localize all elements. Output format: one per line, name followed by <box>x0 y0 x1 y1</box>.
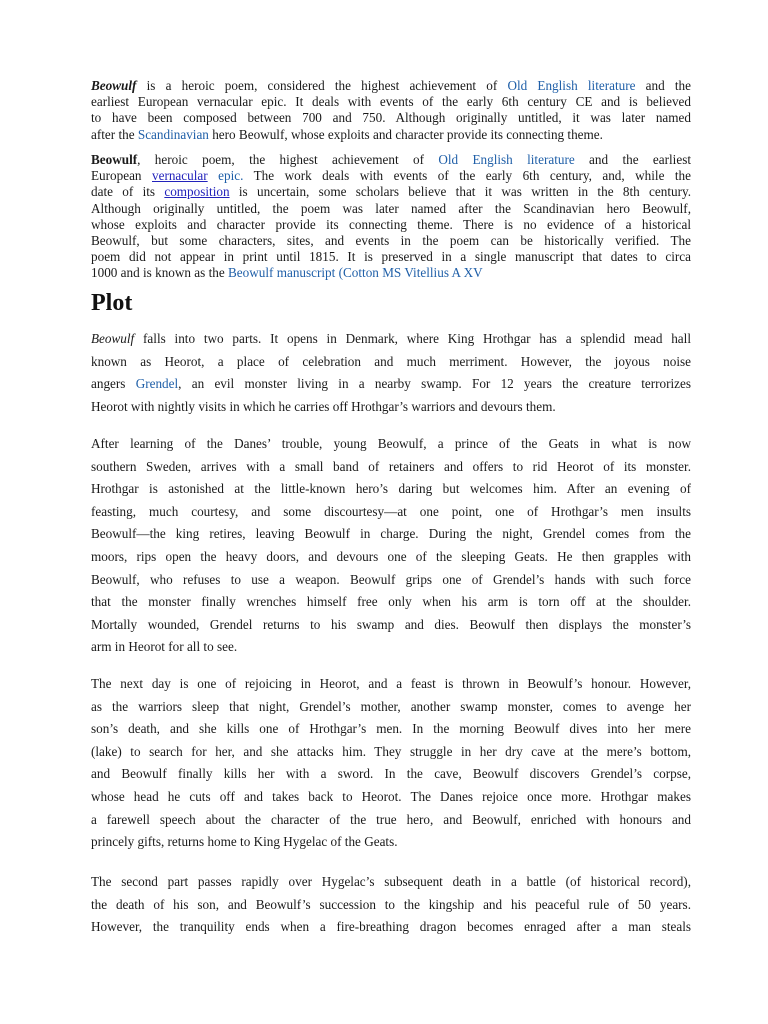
text-line: southern Sweden, arrives with a small band of retainers and offers to rid Heorot of its monster. <box>91 458 691 474</box>
link-vernacular[interactable]: vernacular <box>152 168 208 184</box>
text-line: a farewell speech about the character of the true hero, and Beowulf, enriched with honours and <box>91 811 691 827</box>
text-line: and Beowulf finally kills her with a sword. In the cave, Beowulf discovers Grendel’s corpse, <box>91 766 691 782</box>
link-grendel[interactable]: Grendel <box>135 376 179 392</box>
text-line: feasting, much courtesy, and some discourtesy—at one point, one of Hrothgar’s men insults <box>91 503 691 519</box>
text-line: after the Scandinavian hero Beowulf, whose exploits and character provide its connecting theme. <box>91 126 603 142</box>
text-line: to have been composed between 700 and 750. Although originally untitled, it was later named <box>91 110 691 126</box>
link-composition[interactable]: composition <box>164 184 230 200</box>
text-line: arm in Heorot for all to see. <box>91 639 238 655</box>
text-line: angers Grendel, an evil monster living in a nearby swamp. For 12 years the creature terrorizes <box>91 376 691 392</box>
plot-paragraph-3 <box>91 673 691 854</box>
text-line: (lake) to search for her, and she attacks him. They struggle in her dry cave at the mere’s bottom, <box>91 743 691 759</box>
text-line: poem did not appear in print until 1815. It is preserved in a single manuscript that dates to circa <box>91 249 691 265</box>
intro-paragraph-2 <box>91 152 691 282</box>
text-line: Beowulf, heroic poem, the highest achievement of Old English literature and the earliest <box>91 152 691 167</box>
link-old-english-literature[interactable]: Old English literature <box>507 78 636 93</box>
text-line: date of its composition is uncertain, some scholars believe that it was written in the 8th century. <box>91 184 691 200</box>
text-line: 1000 and is known as the Beowulf manuscript (Cotton MS Vitellius A XV <box>91 265 483 281</box>
text-line: known as Heorot, a place of celebration and much merriment. However, the joyous noise <box>91 353 691 369</box>
text-line: European vernacular epic. The work deals with events of the early 6th century, and, while the <box>91 168 692 184</box>
text-line: Beowulf—the king retires, leaving Beowulf in charge. During the night, Grendel comes from the <box>91 526 691 542</box>
text-line: the death of his son, and Beowulf’s succession to the kingship and his peaceful rule of 50 years. <box>91 896 691 912</box>
text-line: moors, rips open the heavy doors, and devours one of the sleeping Geats. He then grapples with <box>91 548 691 564</box>
link-epic[interactable]: epic. <box>218 168 244 184</box>
intro-paragraph-1 <box>91 78 691 143</box>
text-line: son’s death, and she kills one of Hrothgar’s men. In the morning Beowulf dives into her mere <box>91 721 691 737</box>
plot-paragraph-2 <box>91 433 691 659</box>
text-line: earliest European vernacular epic. It deals with events of the early 6th century CE and is believed <box>91 94 691 110</box>
plot-paragraph-4 <box>91 871 691 939</box>
text-line: After learning of the Danes’ trouble, young Beowulf, a prince of the Geats in what is now <box>91 436 691 451</box>
text-line: Beowulf falls into two parts. It opens in Denmark, where King Hrothgar has a splendid mead hall <box>91 331 691 346</box>
text-line: Although originally untitled, the poem was later named after the Scandinavian hero Beowulf, <box>91 200 691 216</box>
text-line: whose head he cuts off and takes back to Heorot. The Danes rejoice once more. Hrothgar makes <box>91 788 691 804</box>
text-line: However, the tranquility ends when a fire-breathing dragon becomes enraged after a man steals <box>91 919 691 935</box>
text-line: that the monster finally wrenches himself free only when his arm is torn off at the shoulder. <box>91 594 691 610</box>
plot-paragraph-1 <box>91 328 691 418</box>
text-line: The next day is one of rejoicing in Heorot, and a feast is thrown in Beowulf’s honour. However, <box>91 676 691 691</box>
link-old-english-literature[interactable]: Old English literature <box>438 152 575 167</box>
text-line: whose exploits and character provide its connecting theme. There is no evidence of a historical <box>91 216 691 232</box>
text-line: Beowulf is a heroic poem, considered the highest achievement of Old English literature and the <box>91 78 692 93</box>
text-line: princely gifts, returns home to King Hygelac of the Geats. <box>91 834 398 850</box>
text-line: Mortally wounded, Grendel returns to his swamp and dies. Beowulf then displays the monster’s <box>91 616 691 632</box>
text-line: Heorot with nightly visits in which he carries off Hrothgar’s warriors and devours them. <box>91 398 556 414</box>
section-heading-plot: Plot <box>91 290 133 316</box>
text-line: Beowulf, but some characters, sites, and events in the poem can be historically verified. The <box>91 233 691 249</box>
text-line: The second part passes rapidly over Hygelac’s subsequent death in a battle (of historical record), <box>91 874 691 889</box>
text-line: Beowulf, who refuses to use a weapon. Beowulf grips one of Grendel’s hands with such force <box>91 571 691 587</box>
link-scandinavian[interactable]: Scandinavian <box>137 126 209 142</box>
text-line: Hrothgar is astonished at the little-known hero’s daring but welcomes him. After an evening of <box>91 481 691 497</box>
text-line: as the warriors sleep that night, Grendel’s mother, another swamp monster, comes to avenge her <box>91 698 691 714</box>
link-beowulf-manuscript[interactable]: Beowulf manuscript (Cotton MS Vitellius A XV <box>228 265 483 281</box>
